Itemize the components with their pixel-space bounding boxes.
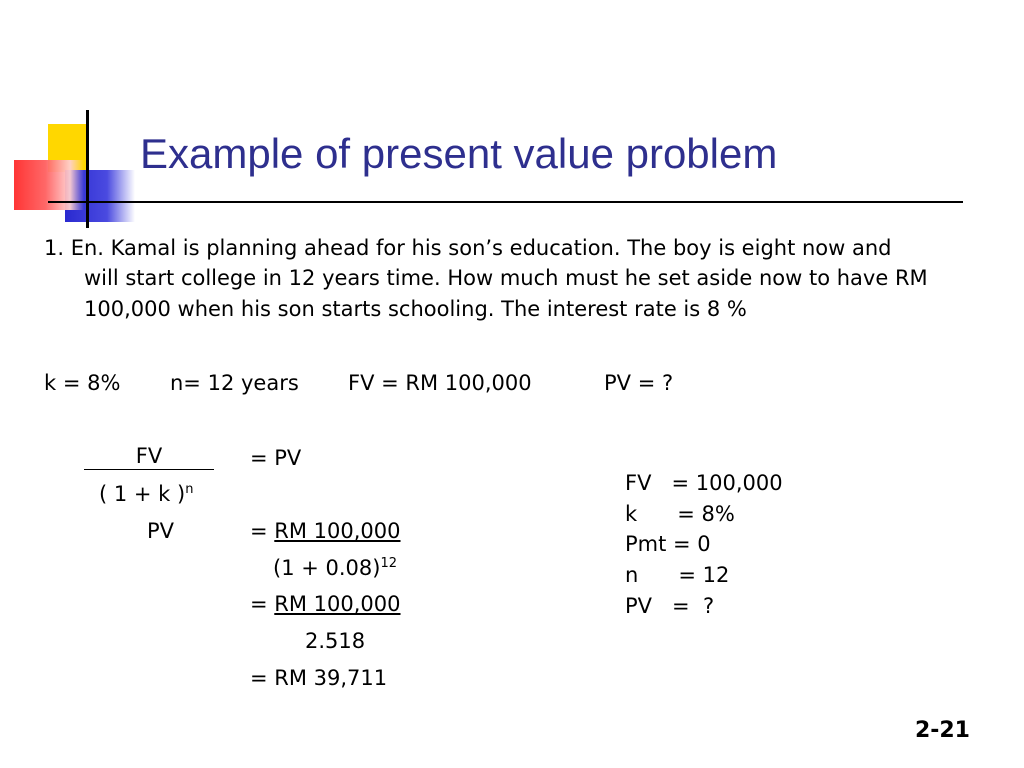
- problem-line-2: will start college in 12 years time. How much must he set aside now to have RM: [84, 266, 928, 290]
- problem-line-1: 1. En. Kamal is planning ahead for his son’s education. The boy is eight now and: [44, 236, 892, 260]
- given-fv: FV = RM 100,000: [348, 371, 532, 395]
- formula-step1-denominator: [273, 553, 397, 583]
- calc-fv: FV = 100,000: [625, 471, 783, 495]
- formula-step1-numerator: [250, 516, 401, 546]
- formula-fv-label: FV: [135, 444, 163, 468]
- formula-denominator-exponent: n: [185, 482, 194, 497]
- formula-step2-numerator: [250, 589, 401, 619]
- formula-result: = RM 39,711: [250, 666, 388, 690]
- title-divider: [48, 201, 963, 203]
- given-pv: PV = ?: [604, 371, 674, 395]
- problem-line-3: 100,000 when his son starts schooling. The interest rate is 8 %: [84, 297, 747, 321]
- calc-pv: PV = ?: [625, 594, 715, 618]
- slide-logo: [10, 110, 140, 230]
- formula-denominator: [99, 479, 193, 509]
- formula-step1-prefix: =: [250, 519, 275, 543]
- formula-step2-prefix: =: [250, 592, 275, 616]
- formula-eq-pv: = PV: [250, 446, 302, 470]
- calc-k: k = 8%: [625, 502, 735, 526]
- formula-fv-numerator: [84, 443, 214, 470]
- formula-step1-value: RM 100,000: [274, 519, 401, 543]
- slide-title: Example of present value problem: [140, 130, 778, 177]
- page-number: 2-21: [914, 718, 970, 743]
- given-n: n= 12 years: [170, 371, 299, 395]
- calc-pmt: Pmt = 0: [625, 532, 711, 556]
- calc-n: n = 12: [625, 563, 730, 587]
- formula-step1-den-exponent: 12: [380, 556, 397, 571]
- formula-step2-denominator: 2.518: [305, 629, 366, 653]
- formula-denominator-base: ( 1 + k ): [99, 482, 186, 506]
- logo-vertical-line: [86, 110, 89, 228]
- formula-step2-value: RM 100,000: [274, 592, 401, 616]
- given-k: k = 8%: [44, 371, 121, 395]
- formula-step1-den-base: (1 + 0.08): [273, 556, 381, 580]
- formula-pv-label: PV: [147, 519, 175, 543]
